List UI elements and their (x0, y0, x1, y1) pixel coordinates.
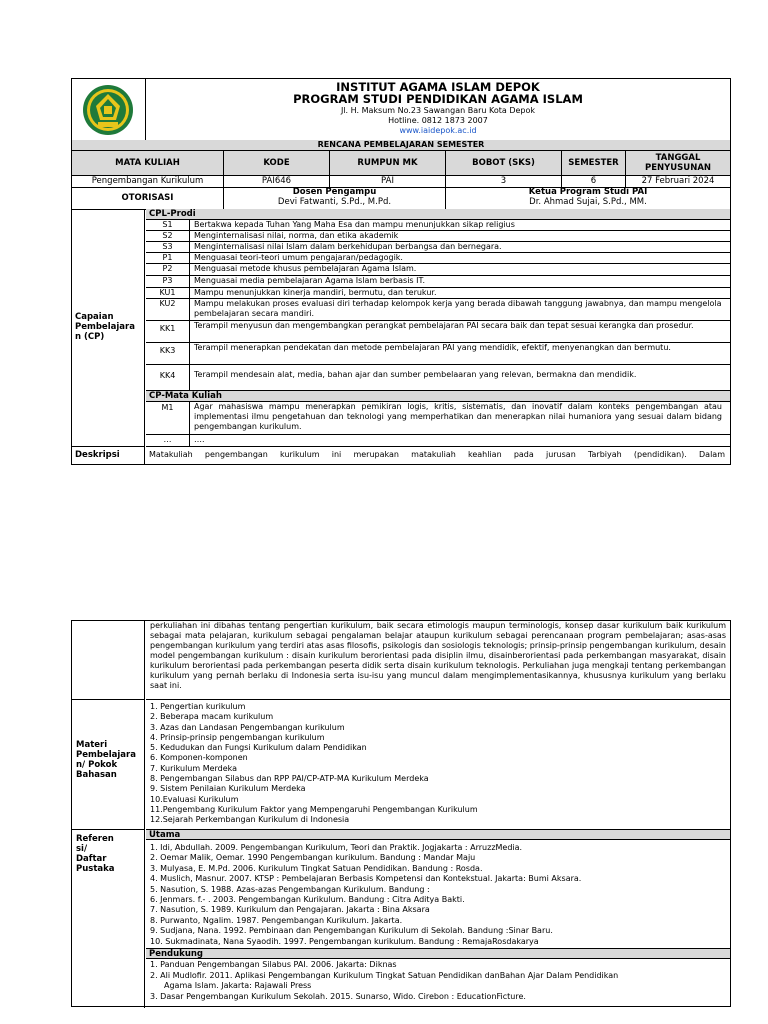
deskripsi-text-first-line: Matakuliah pengembangan kurikulum ini merupakan matakuliah keahlian pada jurusan Tarbiyah (pendidikan). Dalam (149, 450, 725, 459)
materi-list-cell (146, 700, 730, 830)
list-item: 6. Jenmars. f.- . 2003. Pengembangan Kurikulum. Bandung : Citra Aditya Bakti. (150, 895, 465, 905)
cpl-code: S1 (146, 220, 190, 230)
list-item: 3. Dasar Pengembangan Kurikulum Sekolah. 2015. Sunarso, Wido. Cirebon : EducationFicture. (150, 991, 526, 1001)
referensi-label-line: Pustaka (76, 864, 115, 874)
header-semester: SEMESTER (562, 151, 626, 175)
dosen-name: Devi Fatwanti, S.Pd., M.Pd. (277, 197, 392, 207)
list-item: 10. Sukmadinata, Nana Syaodih. 1997. Pengembangan kurikulum. Bandung : RemajaRosdakarya (150, 936, 539, 946)
cpl-code: KU1 (146, 288, 190, 298)
deskripsi-text-continuation: perkuliahan ini dibahas tentang pengertian kurikulum, baik secara etimologis maupun terminologis, konsep dasar kurikulum baik kurikulum sebagai mata pelajaran, kurikulum sebagai pengalaman belajar ataupun kurikulum sebagai perencanaan program pembelajaran; asas-asas pengembangan kurikulum yang terdiri atas asas filosofis, psikologis dan sosiologis teknologis; prinsip-prinsip pengembangan kurikulum, desain model pengembangan kurikulum : disain kurikulum berorientasi pada disiplin ilmu, disainberorientasi pada perkembangan masyarakat, disain kurikulum berorientasi pada perkembangan peserta didik serta disain kurikulum teknologis. Perkuliahan juga mengkaji tentang perkembangan kurikulum yang pernah berlaku di Indonesia serta isu-isu yang muncul dalam mengimplementasikannya, khususnya kurikulum yang berlaku saat ini. (150, 621, 726, 690)
capaian-label-line: Capaian (75, 312, 114, 322)
header-kode: KODE (224, 151, 330, 175)
list-item: 11.Pengembang Kurikulum Faktor yang Mempengaruhi Pengembangan Kurikulum (150, 804, 478, 814)
cpl-text: Terampil mendesain alat, media, bahan ajar dan sumber pembelaaran yang relevan, bermakna dan mendidik. (194, 370, 637, 379)
header-rumpun: RUMPUN MK (330, 151, 446, 175)
list-item: 9. Sudjana, Nana. 1992. Pembinaan dan Pengembangan Kurikulum di Sekolah. Bandung :Sinar Baru. (150, 926, 553, 936)
institution-header (72, 79, 730, 141)
cpl-text: Menginternalisasi nilai, norma, dan etika akademik (194, 231, 399, 240)
cpl-code: KU2 (146, 299, 190, 320)
cpl-row-p3 (146, 276, 730, 288)
cpl-code: P2 (146, 264, 190, 275)
utama-list-cell (146, 840, 730, 949)
list-item: 7. Kurikulum Merdeka (150, 763, 238, 773)
cpl-row-kk3 (146, 343, 730, 365)
list-item: 10.Evaluasi Kurikulum (150, 794, 239, 804)
cpl-text: Mampu melakukan proses evaluasi diri terhadap kelompok kerja yang berada dibawah tanggung jawabnya, dan mampu mengelola pembelajaran secara mandiri. (194, 299, 722, 318)
referensi-label-line: Daftar (76, 854, 107, 864)
cpl-text: Mampu menunjukkan kinerja mandiri, bermutu, dan terukur. (194, 288, 437, 297)
cpl-row-p1 (146, 253, 730, 264)
cpmk-code: … (146, 435, 190, 446)
address: Jl. H. Maksum No.23 Sawangan Baru Kota Depok (340, 106, 536, 115)
list-item: 2. Beberapa macam kurikulum (150, 712, 274, 722)
cpl-text: Menguasai media pembelajaran Agama Islam berbasis IT. (194, 276, 425, 285)
header-mata-kuliah: MATA KULIAH (72, 151, 224, 175)
materi-list (150, 702, 726, 826)
value-kode: PAI646 (224, 175, 330, 187)
cpl-row-ku2 (146, 299, 730, 321)
cpl-row-kk4 (146, 365, 730, 391)
utama-heading: Utama (146, 830, 730, 840)
list-item: 3. Mulyasa, E. M.Pd. 2006. Kurikulum Tingkat Satuan Pendidikan. Bandung : Rosda. (150, 863, 483, 873)
cpmk-row-m1 (146, 402, 730, 435)
referensi-label-line: Referen (76, 834, 114, 844)
cpl-code: KK1 (146, 321, 190, 342)
list-item: 3. Azas dan Landasan Pengembangan kurikulum (150, 722, 345, 732)
materi-label-cell (72, 700, 145, 830)
cpl-code: S3 (146, 242, 190, 252)
materi-label-line: Materi (76, 740, 108, 750)
cpl-row-kk1 (146, 321, 730, 343)
cpl-code: KK3 (146, 343, 190, 364)
dosen-pengampu-cell (224, 187, 446, 209)
document-title: RENCANA PEMBELAJARAN SEMESTER (72, 140, 730, 151)
list-item: Agama Islam. Jakarta: Rajawali Press (164, 981, 312, 990)
cpmk-row-more (146, 435, 730, 447)
cpl-code: S2 (146, 231, 190, 241)
cpl-text: Menguasai teori-teori umum pengajaran/pedagogik. (194, 253, 403, 262)
institution-info (146, 79, 730, 136)
list-item: 5. Nasution, S. 1988. Azas-azas Pengembangan Kurikulum. Bandung : (150, 884, 430, 894)
list-item: 1. Pengertian kurikulum (150, 702, 246, 711)
logo-cell (72, 79, 146, 140)
header-tanggal: TANGGAL PENYUSUNAN (644, 153, 712, 173)
course-header-row (72, 151, 730, 176)
list-item: 9. Sistem Penilaian Kurikulum Merdeka (150, 784, 306, 794)
pendukung-heading: Pendukung (146, 949, 730, 959)
materi-label-line: n/ Pokok (76, 760, 118, 770)
website-link[interactable]: www.iaidepok.ac.id (399, 126, 477, 135)
rps-table-page-1 (71, 78, 731, 465)
materi-label-line: Pembelajara (76, 750, 136, 760)
hotline: Hotline. 0812 1873 2007 (388, 116, 488, 125)
referensi-label (76, 834, 115, 874)
utama-list (150, 843, 726, 947)
value-semester: 6 (562, 175, 626, 187)
value-tanggal: 27 Februari 2024 (641, 176, 715, 186)
materi-label-line: Bahasan (76, 770, 117, 780)
header-bobot: BOBOT (SKS) (446, 151, 562, 175)
list-item: 8. Purwanto, Ngalim. 1987. Pengembangan Kurikulum. Jakarta. (150, 915, 403, 925)
cpl-row-s2 (146, 231, 730, 242)
iai-depok-logo (82, 84, 134, 136)
cpl-row-s1 (146, 220, 730, 231)
referensi-label-line: si/ (76, 844, 88, 854)
list-item: 1. Idi, Abdullah. 2009. Pengembangan Kurikulum, Teori dan Praktik. Jogjakarta : ArruzzMedia. (150, 843, 523, 852)
capaian-label-line: n (CP) (75, 332, 105, 342)
value-rumpun: PAI (330, 175, 446, 187)
list-item: 2. Ali Mudlofir. 2011. Aplikasi Pengembangan Kurikulum Tingkat Satuan Pendidikan danBahan Ajar Dalam Pendidikan (150, 970, 619, 980)
dosen-title: Dosen Pengampu (292, 187, 377, 197)
ketua-name: Dr. Ahmad Sujai, S.Pd., MM. (529, 197, 647, 207)
cpmk-text: Agar mahasiswa mampu menerapkan pemikiran logis, kritis, sistematis, dan inovatif dalam konteks pengembangan atau implementasi ilmu pengetahuan dan teknologi yang memperhatikan dan menerapkan nilai humaniora yang sesuai dalam bidang pengembangan kurikulum. (194, 402, 722, 431)
otorisasi-row (72, 187, 730, 210)
deskripsi-continuation-cell (146, 621, 730, 700)
cpl-row-ku1 (146, 288, 730, 299)
list-item: 7. Nasution, S. 1989. Kurikulum dan Pengajaran. Jakarta : Bina Aksara (150, 905, 430, 915)
referensi-label-cell (72, 830, 145, 1008)
list-item: 8. Pengembangan Silabus dan RPP PAI/CP-ATP-MA Kurikulum Merdeka (150, 774, 429, 784)
institution-name: INSTITUT AGAMA ISLAM DEPOK (336, 80, 540, 94)
list-item: 5. Kedudukan dan Fungsi Kurikulum dalam Pendidikan (150, 743, 367, 753)
cpl-text: Terampil menyusun dan mengembangkan perangkat pembelajaran PAI secara baik dan tepat sesuai kerangka dan prosedur. (194, 321, 694, 330)
cpmk-text: …. (194, 435, 205, 444)
cpl-text: Menginternalisasi nilai Islam dalam berkehidupan berbangsa dan bernegara. (194, 242, 502, 251)
ketua-prodi-cell (446, 187, 730, 209)
pendukung-list (150, 960, 726, 1002)
cpl-text: Bertakwa kepada Tuhan Yang Maha Esa dan mampu menunjukkan sikap religius (194, 220, 515, 229)
list-item: 6. Komponen-komponen (150, 753, 248, 763)
ketua-title: Ketua Program Studi PAI (528, 187, 648, 197)
deskripsi-continuation-label-cell (72, 621, 145, 700)
cpl-text: Terampil menerapkan pendekatan dan metode pembelajaran PAI yang mendidik, efektif, menyenangkan dan bermutu. (194, 343, 671, 352)
value-mata-kuliah: Pengembangan Kurikulum (72, 175, 224, 187)
list-item: 4. Prinsip-prinsip pengembangan kurikulum (150, 732, 325, 742)
cpl-text: Menguasai metode khusus pembelajaran Agama Islam. (194, 264, 417, 273)
cpl-code: P1 (146, 253, 190, 263)
otorisasi-label: OTORISASI (72, 187, 224, 209)
pendukung-list-cell (146, 959, 730, 1008)
rps-table-page-2 (71, 620, 731, 1007)
list-item: 2. Oemar Malik, Oemar. 1990 Pengembangan kurikulum. Bandung : Mandar Maju (150, 853, 476, 863)
cpl-prodi-heading: CPL-Prodi (146, 209, 730, 220)
cpl-row-s3 (146, 242, 730, 253)
capaian-label-cell (72, 209, 145, 447)
capaian-label-line: Pembelajara (75, 322, 135, 332)
capaian-label (75, 312, 135, 342)
deskripsi-label: Deskripsi (72, 447, 145, 464)
cpl-code: KK4 (146, 365, 190, 390)
materi-label (76, 740, 136, 780)
list-item: 12.Sejarah Perkembangan Kurikulum di Indonesia (150, 815, 350, 825)
list-item: 4. Muslich, Masnur. 2007. KTSP : Pembelajaran Berbasis Kompetensi dan Kontekstual. Jakarta: Bumi Aksara. (150, 874, 582, 884)
cp-mata-kuliah-heading: CP-Mata Kuliah (146, 391, 730, 402)
value-bobot: 3 (446, 175, 562, 187)
cpl-code: P3 (146, 276, 190, 287)
program-name: PROGRAM STUDI PENDIDIKAN AGAMA ISLAM (293, 92, 583, 106)
cpmk-code: M1 (146, 402, 190, 434)
deskripsi-row (72, 447, 730, 464)
list-item: 1. Panduan Pengembangan Silabus PAI. 2006. Jakarta: Diknas (150, 960, 397, 969)
cpl-row-p2 (146, 264, 730, 276)
